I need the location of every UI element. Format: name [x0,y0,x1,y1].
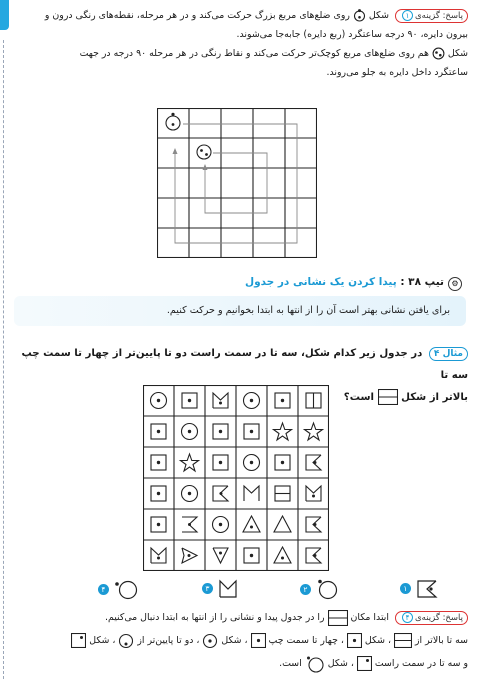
bow-icon [218,579,238,599]
square-dot-icon [347,633,362,648]
circle-dot-icon [202,633,218,649]
answer-1-paragraph [14,6,468,82]
kite-dot-icon [416,579,438,599]
circle-dot-icon [118,633,134,649]
small-circle-shape [197,145,211,159]
answer-2-line-2 [14,629,468,652]
square-dot-corner-icon [71,633,86,648]
text: ، چهار تا سمت چپ [268,635,344,646]
text: است؟ [343,392,375,403]
answer-option-number: ۱ [402,10,413,21]
shape-grid [143,385,329,571]
tip-gear-icon: ⚙ [448,277,462,291]
example-label: مثال ۴ [429,347,468,361]
text: ، شکل [364,635,392,646]
text: شکل [447,48,468,59]
answer-2-line-1 [14,606,468,629]
answer-1-line-2: بیرون دایره، ۹۰ درجه ساعتگرد (ربع دایره) جابه‌جا می‌شوند. [236,29,468,40]
circle-dot-top-left-icon [305,655,325,673]
answer-option-number: ۴ [402,612,413,623]
answer-1-line-4: ساعتگرد داخل دایره به جلو می‌روند. [326,67,468,78]
answer-tag: پاسخ: گزینه‌ی۴ [395,611,468,625]
option-number: ۳ [202,583,213,594]
tip-band-text: برای یافتن نشانی بهتر است آن را از انتها به ابتدا بخوانیم و حرکت کنیم. [166,305,450,316]
question-line-1 [14,343,468,387]
answer-options [80,578,438,602]
circle-dot-top-left-icon [316,578,338,600]
text: بالاتر از شکل [401,392,468,403]
split-square-icon [394,633,412,648]
option-4[interactable] [98,578,138,600]
circle-two-dots-icon [432,47,445,60]
split-square-icon [328,610,348,626]
tip-band [14,296,466,326]
answer-1-line-3 [14,44,468,63]
answer-2-line-3 [14,652,468,675]
text: ، شکل [327,658,354,669]
large-circle-shape [166,113,180,130]
text: است. [279,658,302,669]
text: شکل [368,10,389,21]
answer-2-paragraph [14,606,468,675]
text: هم روی ضلع‌های مربع کوچک‌تر حرکت می‌کند و نقاط رنگی در هر مرحله ۹۰ درجه در جهت [79,48,429,59]
corner-tab [0,0,9,30]
movement-grid [157,108,317,258]
circle-dot-top-icon [353,9,366,22]
text: ، شکل [221,635,248,646]
text: ابتدا مکان [350,612,389,623]
margin-line [3,40,4,679]
square-dot-corner-icon [357,656,372,671]
tip-title: تیپ ۳۸ : پیدا کردن یک نشانی در جدول [244,276,444,288]
text: در جدول زیر کدام شکل، سه تا در سمت راست دو تا پایین‌تر از چهار تا سمت چپ سه تا [21,348,468,381]
text: را در جدول پیدا و نشانی را از انتها به ابتدا دنبال می‌کنیم. [104,612,325,623]
answer-1-line-1 [14,6,468,25]
text: ، شکل [89,635,116,646]
option-number: ۱ [400,583,411,594]
option-1[interactable] [400,578,438,600]
answer-tag: پاسخ: گزینه‌ی۱ [395,9,468,23]
text: و سه تا در سمت راست [374,658,468,669]
text: ، دو تا پایین‌تر از [137,635,200,646]
split-square-icon [378,389,398,405]
tip-header [14,274,466,294]
circle-dot-left-icon [114,578,138,600]
text: روی ضلع‌های مربع بزرگ حرکت می‌کند و در هر مرحله، نقطه‌های رنگی درون و [44,10,350,21]
option-number: ۴ [98,584,109,595]
option-2[interactable] [300,578,338,600]
option-3[interactable] [202,578,238,600]
option-number: ۲ [300,584,311,595]
text: سه تا بالاتر از [414,635,468,646]
square-dot-icon [251,633,266,648]
